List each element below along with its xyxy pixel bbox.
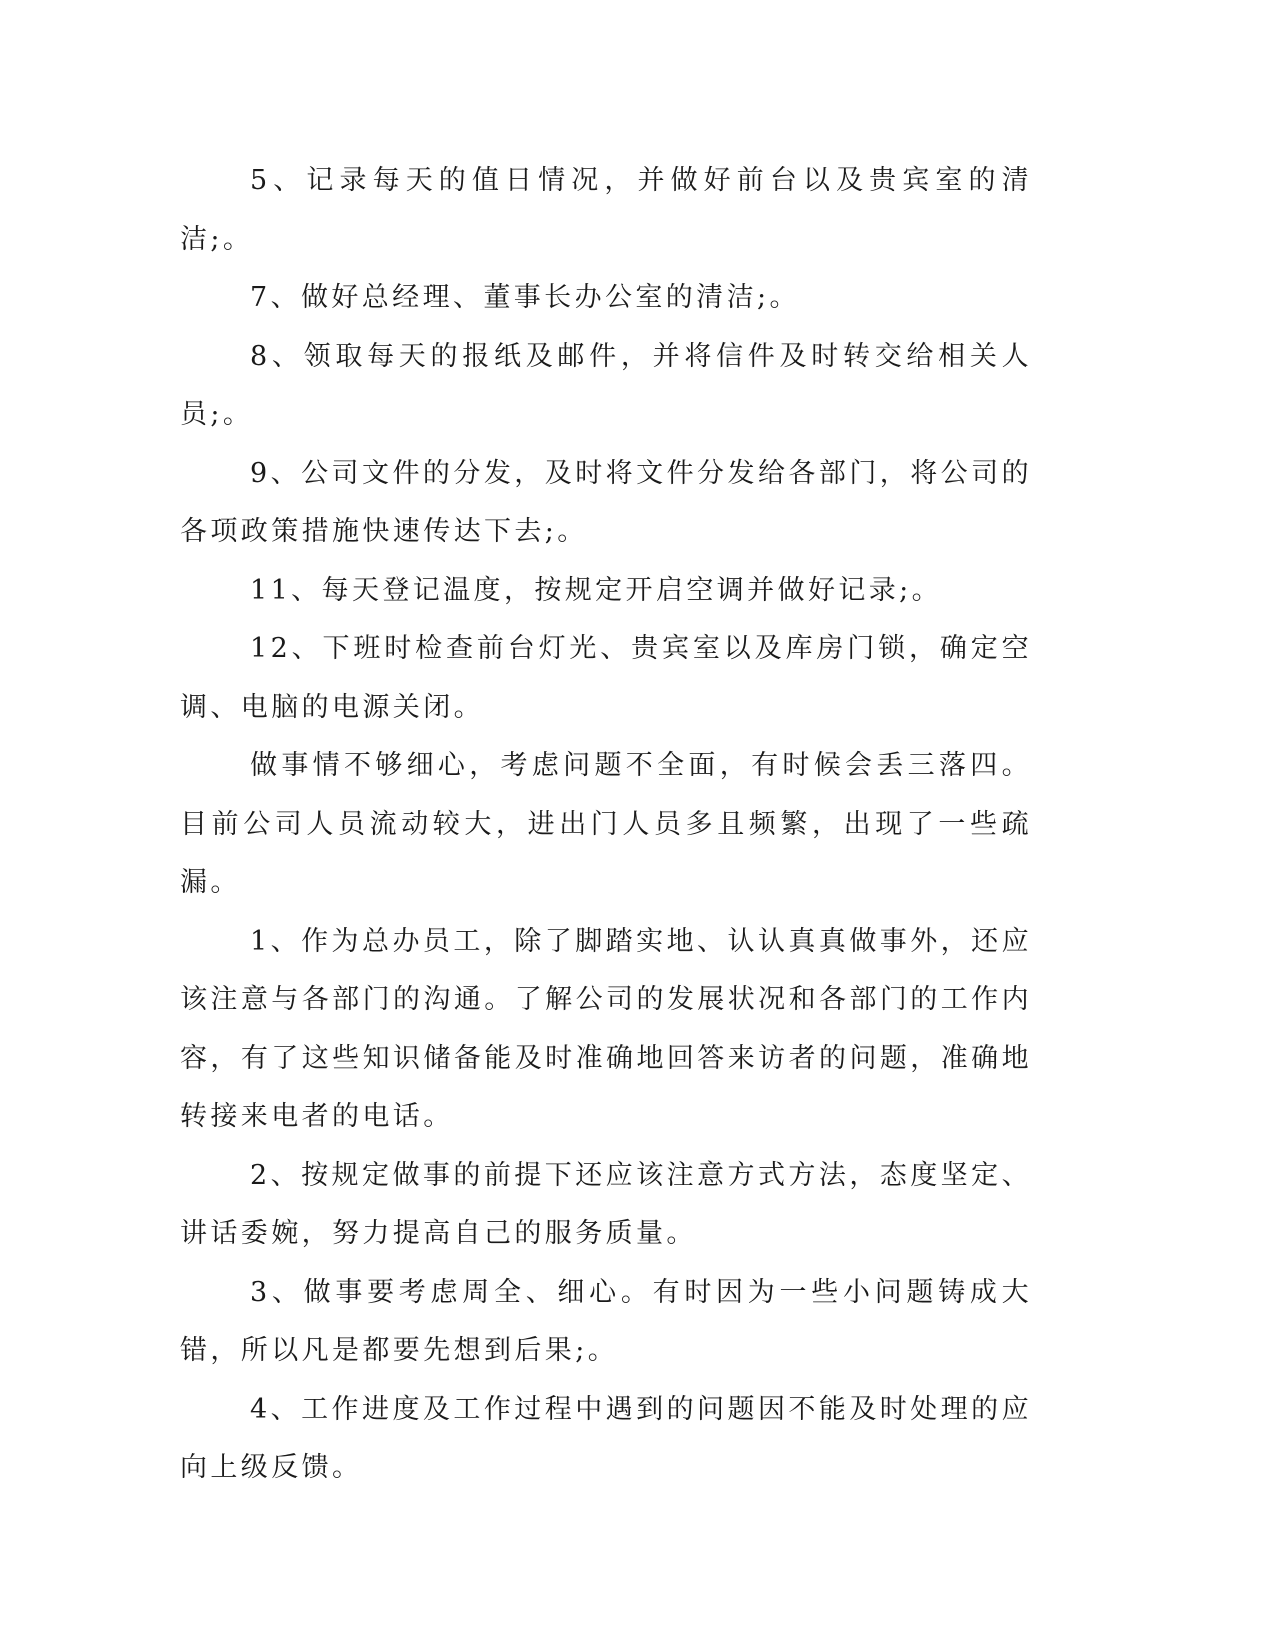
paragraph-improvement-4: 4、工作进度及工作过程中遇到的问题因不能及时处理的应向上级反馈。 bbox=[180, 1393, 1032, 1483]
paragraph-duty-7: 7、做好总经理、董事长办公室的清洁;。 bbox=[250, 282, 800, 313]
paragraph-duty-12: 12、下班时检查前台灯光、贵宾室以及库房门锁，确定空调、电脑的电源关闭。 bbox=[180, 633, 1032, 723]
paragraph-improvement-2: 2、按规定做事的前提下还应该注意方式方法，态度坚定、讲话委婉，努力提高自己的服务质量。 bbox=[180, 1159, 1032, 1249]
paragraph-duty-9: 9、公司文件的分发，及时将文件分发给各部门，将公司的各项政策措施快速传达下去;。 bbox=[180, 457, 1032, 547]
paragraph-duty-11: 11、每天登记温度，按规定开启空调并做好记录;。 bbox=[250, 574, 943, 606]
paragraph-improvement-3: 3、做事要考虑周全、细心。有时因为一些小问题铸成大错，所以凡是都要先想到后果;。 bbox=[180, 1276, 1032, 1366]
paragraph-improvement-1: 1、作为总办员工，除了脚踏实地、认认真真做事外，还应该注意与各部门的沟通。了解公司的发展状况和各部门的工作内容，有了这些知识储备能及时准确地回答来访者的问题，准确地转接来电者的电话。 bbox=[180, 925, 1032, 1132]
paragraph-duty-8: 8、领取每天的报纸及邮件，并将信件及时转交给相关人员;。 bbox=[180, 340, 1032, 430]
paragraph-duty-5: 5、记录每天的值日情况，并做好前台以及贵宾室的清洁;。 bbox=[180, 165, 1032, 255]
paragraph-shortcomings: 做事情不够细心，考虑问题不全面，有时候会丢三落四。目前公司人员流动较大，进出门人员多且频繁，出现了一些疏漏。 bbox=[180, 750, 1032, 898]
document-body bbox=[180, 152, 1032, 1498]
